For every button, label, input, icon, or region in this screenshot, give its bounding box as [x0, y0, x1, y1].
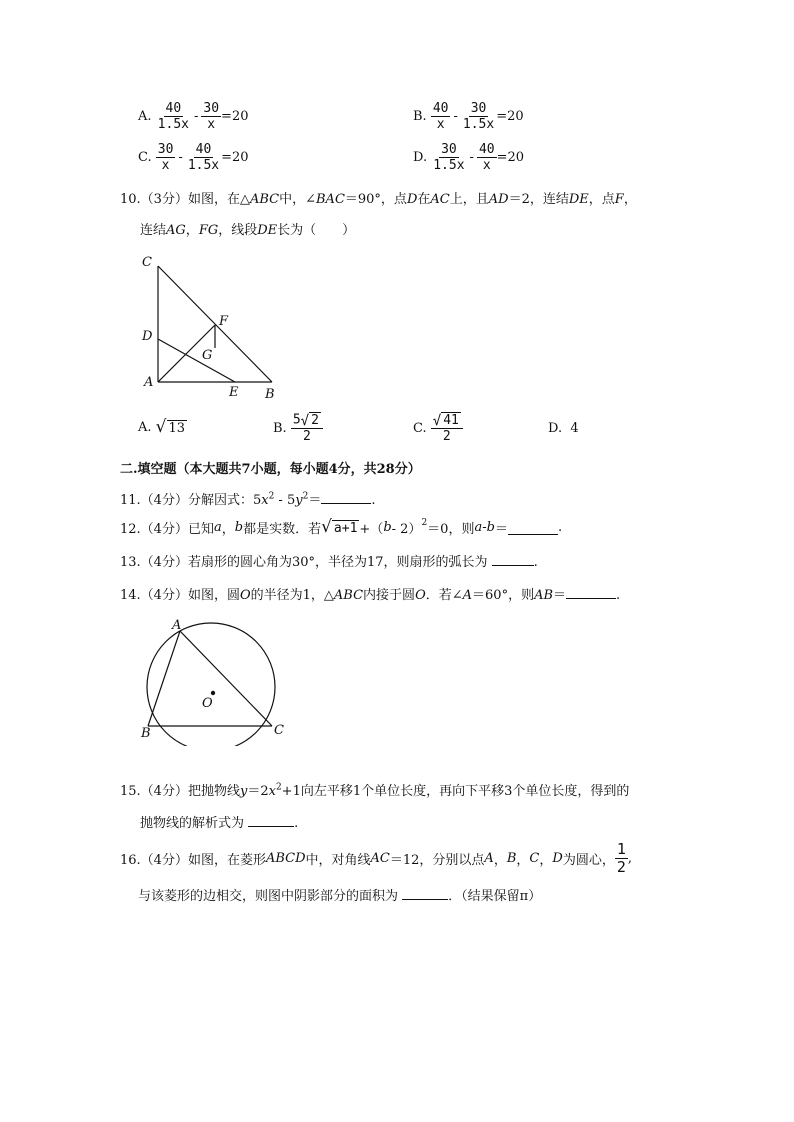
segment-ab — [148, 631, 180, 726]
fraction: $\frac{40}{x}$ — [432, 101, 449, 132]
label-b: B — [141, 726, 151, 741]
answer-blank[interactable] — [492, 564, 534, 566]
answer-blank[interactable] — [248, 825, 294, 827]
q13: 13.（4分）若扇形的圆心角为30°，半径为17，则扇形的弧长为 . — [120, 555, 538, 570]
fraction: $\frac{30}{1.5x}$ — [433, 142, 465, 173]
option-label: B. — [413, 109, 427, 124]
q10-triangle-figure — [138, 252, 288, 402]
section-heading: 二.填空题（本大题共7小题，每小题4分，共28分） — [120, 462, 421, 477]
answer-blank[interactable] — [321, 502, 371, 504]
fraction: $\frac{30}{1.5x}$ — [462, 101, 495, 132]
q10-stem-line1: 10.（3分）如图，在△ABC中，∠BAC＝90°，点D在AC上，且AD＝2，连结DE，点F， — [120, 192, 637, 207]
q10-option-b[interactable]: B. 5 √ 2 2 — [273, 412, 323, 444]
fraction: $\frac{1}{2}$ — [616, 840, 626, 876]
fraction: $\frac{40}{1.5x}$ — [187, 142, 220, 173]
option-label: D. — [413, 150, 428, 165]
answer-blank[interactable] — [402, 898, 448, 900]
q15-line1: 15.（4分）把抛物线$y=2x^2+1$向左平移1个单位长度，再向下平移3个单位长度，得到的 — [120, 782, 630, 799]
q14: 14.（4分）如图，圆O的半径为1，△ABC内接于圆O．若∠A＝60°，则AB＝ . — [120, 588, 621, 603]
answer-blank[interactable] — [566, 597, 616, 599]
label-a: A — [144, 375, 154, 390]
label-a: A — [172, 618, 182, 633]
label-b: B — [265, 387, 275, 402]
segment-de — [158, 339, 235, 382]
q14-circle-figure — [135, 616, 295, 746]
q9-option-b[interactable]: B. $\frac{40}{x}$ - $\frac{30}{1.5x}$ =20 — [413, 101, 524, 132]
q10-option-a[interactable]: A. √ 13 — [138, 417, 186, 437]
fraction: 5 √ 2 2 — [291, 412, 323, 444]
label-o: O — [202, 696, 213, 711]
q9-option-a[interactable]: A. $\frac{40}{1.5x}$ - $\frac{30}{x}$ =20 — [138, 101, 249, 132]
circle-o — [147, 623, 275, 746]
label-e: E — [229, 385, 239, 400]
sqrt: √ 13 — [155, 417, 186, 437]
label-c: C — [274, 723, 284, 738]
sqrt: √ a+1 — [321, 517, 358, 537]
q10-stem-line2: 连结AG，FG，线段DE长为（ ） — [140, 223, 356, 238]
fraction: $\frac{40}{x}$ — [478, 142, 495, 173]
fraction: √ 41 2 — [431, 412, 463, 444]
option-label: A. — [138, 109, 152, 124]
q11: 11.（4分）分解因式：$5x^2 - 5y^2=$ . — [120, 491, 376, 508]
fraction: $\frac{30}{x}$ — [157, 142, 174, 173]
answer-blank[interactable] — [508, 533, 558, 535]
q16-line1: 16.（4分）如图，在菱形 ABCD 中，对角线 AC ＝12，分别以点 A ， B ， C ， D 为圆心， $\frac{1}{2}$ , — [120, 840, 632, 876]
label-c: C — [142, 255, 152, 270]
center-point — [211, 691, 215, 695]
label-g: G — [202, 348, 213, 363]
label-d: D — [142, 329, 153, 344]
q9-option-d[interactable]: D. $\frac{30}{1.5x}$ - $\frac{40}{x}$ =20 — [413, 142, 525, 173]
q15-line2: 抛物线的解析式为 . — [140, 816, 299, 831]
q12: 12.（4分）已知 a ， b 都是实数．若 √ a+1 +（ b - 2） $^2$ ＝0，则 a - b ＝ . — [120, 517, 563, 537]
q9-option-c[interactable]: C. $\frac{30}{x}$ - $\frac{40}{1.5x}$ =20 — [138, 142, 249, 173]
label-f: F — [219, 314, 229, 329]
option-label: C. — [138, 150, 152, 165]
q16-line2: 与该菱形的边相交，则图中阴影部分的面积为 ．（结果保留π） — [138, 889, 542, 904]
fraction: $\frac{30}{x}$ — [203, 101, 220, 132]
segment-ac — [180, 631, 272, 726]
q10-option-c[interactable]: C. √ 41 2 — [413, 412, 463, 444]
fraction: $\frac{40}{1.5x}$ — [157, 101, 189, 132]
q10-option-d[interactable]: D. 4 — [548, 421, 579, 436]
